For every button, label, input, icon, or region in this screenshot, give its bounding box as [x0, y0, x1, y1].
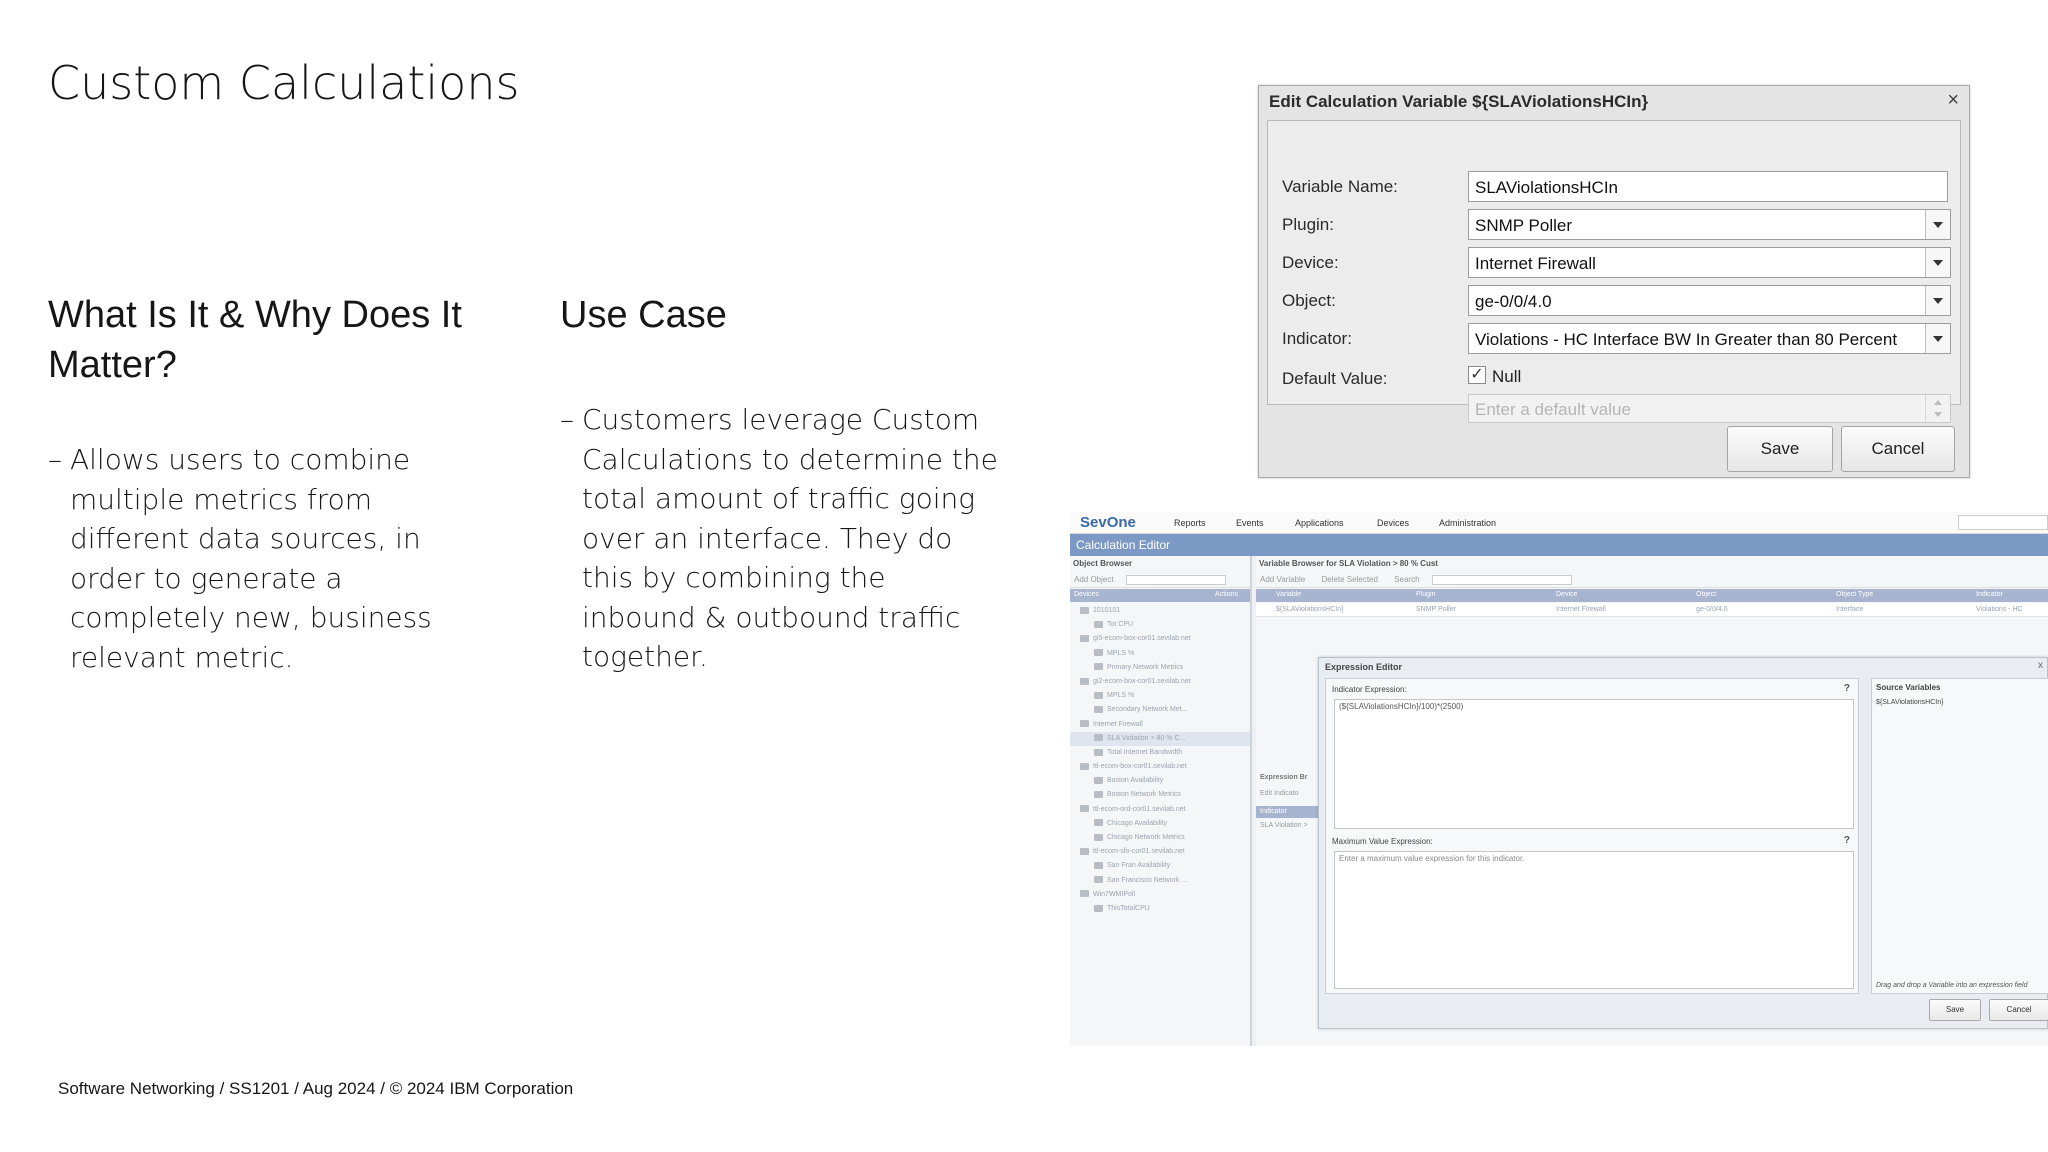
actions-column-header: Actions	[1215, 591, 1238, 598]
nav-applications[interactable]: Applications	[1295, 518, 1344, 528]
device-label: Device:	[1282, 253, 1339, 272]
sevone-window-title: Calculation Editor	[1076, 538, 1171, 552]
object-browser-toolbar	[1070, 572, 1250, 588]
chevron-down-icon[interactable]	[1925, 210, 1950, 239]
edit-indicator-button[interactable]: Edit Indicato	[1260, 790, 1299, 797]
source-variables-panel	[1871, 678, 2048, 994]
variable-name-row	[1268, 171, 1960, 203]
expression-editor-dialog	[1318, 657, 2048, 1029]
tree-item[interactable]: Win7WMIPoll	[1070, 888, 1250, 902]
folder-icon	[1080, 763, 1089, 770]
tree-item[interactable]: Boston Availability	[1070, 774, 1250, 788]
column-header: Variable	[1276, 591, 1302, 598]
bullet-dash: –	[560, 403, 574, 436]
folder-icon	[1080, 678, 1089, 685]
footer: Software Networking / SS1201 / Aug 2024 / © 2024 IBM Corporation	[58, 1079, 574, 1098]
plugin-row	[1268, 209, 1960, 241]
add-variable-button[interactable]: Add Variable	[1260, 575, 1306, 585]
bullet-dash: –	[48, 443, 62, 476]
table-icon	[1094, 905, 1103, 912]
tree-item[interactable]: Secondary Network Met...	[1070, 703, 1250, 717]
plugin-label: Plugin:	[1282, 215, 1334, 234]
sevone-search-input[interactable]	[1958, 515, 2048, 530]
tree-item-selected[interactable]: SLA Violation > 80 % C...	[1070, 732, 1250, 746]
null-checkbox[interactable]: ✓	[1468, 366, 1486, 384]
object-row	[1268, 285, 1960, 317]
plugin-select[interactable]	[1468, 209, 1951, 240]
nav-reports[interactable]: Reports	[1174, 518, 1206, 528]
tree-item[interactable]: Chicago Availability	[1070, 817, 1250, 831]
object-browser-title: Object Browser	[1073, 559, 1133, 568]
tree-item[interactable]: gi5-ecom-box-cor01.sevilab.net	[1070, 632, 1250, 646]
close-icon[interactable]: ×	[1947, 89, 1959, 111]
indicator-label: Indicator:	[1282, 329, 1352, 348]
dialog-form	[1267, 120, 1961, 419]
slide-title: Custom Calculations	[48, 56, 520, 110]
device-value: Internet Firewall	[1475, 254, 1596, 273]
variable-browser-toolbar	[1256, 572, 2048, 588]
spinner-icon[interactable]	[1925, 395, 1950, 422]
source-variable-item[interactable]: ${SLAViolationsHCIn}	[1876, 699, 1944, 706]
indicator-expression-textarea[interactable]: (${SLAViolationsHCIn}/100)*(2500)	[1334, 699, 1854, 829]
column-header: Plugin	[1416, 591, 1436, 598]
what-heading: What Is It & Why Does It Matter?	[48, 294, 462, 386]
device-select[interactable]	[1468, 247, 1951, 278]
expression-editor-title: Expression Editor	[1325, 662, 1403, 672]
device-row	[1268, 247, 1960, 279]
use-case-bullet-text: Customers leverage Custom Calculations to determine the total amount of traffic going over an interface. They do this by combining the inbound & outbound traffic together.	[582, 403, 998, 673]
table-icon	[1094, 876, 1103, 883]
dialog-title: Edit Calculation Variable ${SLAViolationsHCIn}	[1269, 92, 1649, 111]
edit-calculation-variable-dialog	[1258, 85, 1970, 478]
tree-item[interactable]: MPLS %	[1070, 689, 1250, 703]
object-label: Object:	[1282, 291, 1336, 310]
null-label: Null	[1492, 367, 1522, 386]
delete-selected-button[interactable]: Delete Selected	[1321, 575, 1378, 585]
variable-name-input[interactable]: SLAViolationsHCIn	[1468, 171, 1948, 202]
object-value: ge-0/0/4.0	[1475, 292, 1552, 311]
expression-save-button[interactable]: Save	[1929, 999, 1981, 1021]
expression-browser-title: Expression Br	[1260, 774, 1308, 781]
table-icon	[1094, 862, 1103, 869]
sevone-titlebar	[1070, 534, 2048, 556]
sevone-logo: SevOne	[1080, 514, 1136, 531]
use-case-heading: Use Case	[560, 294, 727, 336]
indicator-expression-label: Indicator Expression:	[1332, 685, 1407, 694]
table-icon	[1094, 663, 1103, 670]
table-icon	[1094, 621, 1103, 628]
table-row[interactable]: ${SLAViolationsHCIn} SNMP Poller Internet Firewall ge-0/0/4.0 Interface Violations - HC	[1256, 603, 2048, 617]
object-select[interactable]	[1468, 285, 1951, 316]
search-button[interactable]: Search	[1394, 575, 1420, 585]
column-header: Indicator	[1976, 591, 2003, 598]
tree-item[interactable]: Chicago Network Metrics	[1070, 831, 1250, 845]
plugin-value: SNMP Poller	[1475, 216, 1572, 235]
table-icon	[1094, 834, 1103, 841]
column-header: Object Type	[1836, 591, 1874, 598]
expression-cancel-button[interactable]: Cancel	[1989, 999, 2048, 1021]
variable-table-header	[1256, 589, 2048, 602]
object-browser-header	[1070, 589, 1250, 602]
close-icon[interactable]: x	[2038, 660, 2043, 671]
variable-browser-title: Variable Browser for SLA Violation > 80 % Cust	[1259, 559, 1438, 568]
folder-icon	[1080, 720, 1089, 727]
help-icon[interactable]: ?	[1843, 683, 1850, 694]
nav-events[interactable]: Events	[1236, 518, 1264, 528]
table-icon	[1094, 749, 1103, 756]
object-search-input[interactable]	[1126, 575, 1226, 585]
table-icon	[1094, 734, 1103, 741]
source-variables-title: Source Variables	[1876, 683, 1941, 692]
tree-item[interactable]: gi2-ecom-box-cor01.sevilab.net	[1070, 675, 1250, 689]
folder-icon	[1080, 805, 1089, 812]
indicator-row	[1268, 323, 1960, 355]
object-browser	[1070, 556, 1252, 1046]
tree-item[interactable]: 1010101	[1070, 604, 1250, 618]
tree-item[interactable]: Total Internet Bandwidth	[1070, 746, 1250, 760]
column-header: Object	[1696, 591, 1717, 598]
indicator-column-header: Indicator	[1256, 806, 1318, 818]
table-icon	[1094, 692, 1103, 699]
save-button[interactable]: Save	[1727, 426, 1833, 472]
tree-item[interactable]: ThisTotalCPU	[1070, 902, 1250, 916]
tree-item[interactable]: Tot CPU	[1070, 618, 1250, 632]
folder-icon	[1080, 890, 1089, 897]
table-icon	[1094, 819, 1103, 826]
table-icon	[1094, 791, 1103, 798]
tree-item[interactable]: Primary Network Metrics	[1070, 661, 1250, 675]
variable-name-label: Variable Name:	[1282, 177, 1398, 196]
nav-devices[interactable]: Devices	[1377, 518, 1410, 528]
tree-item[interactable]: Internet Firewall	[1070, 718, 1250, 732]
indicator-select[interactable]	[1468, 323, 1951, 354]
devices-column-header: Devices	[1074, 591, 1099, 598]
default-value-placeholder: Enter a default value	[1475, 400, 1631, 419]
expression-row[interactable]: SLA Violation >	[1260, 822, 1308, 829]
tree-item[interactable]: MPLS %	[1070, 647, 1250, 661]
folder-icon	[1080, 607, 1089, 614]
nav-administration[interactable]: Administration	[1439, 518, 1497, 528]
what-bullet	[48, 440, 448, 677]
chevron-down-icon[interactable]	[1925, 286, 1950, 315]
help-icon[interactable]: ?	[1843, 835, 1850, 846]
use-case-bullet	[560, 400, 1000, 677]
chevron-down-icon[interactable]	[1925, 248, 1950, 277]
folder-icon	[1080, 848, 1089, 855]
tree-item[interactable]: ttl-ecom-box-cor01.sevilab.net	[1070, 760, 1250, 774]
column-header: Device	[1556, 591, 1578, 598]
table-icon	[1094, 649, 1103, 656]
default-value-row	[1268, 363, 1960, 395]
maximum-value-textarea[interactable]: Enter a maximum value expression for this indicator.	[1334, 851, 1854, 989]
variable-search-input[interactable]	[1432, 575, 1572, 585]
drag-drop-hint: Drag and drop a Variable into an expression field	[1876, 982, 2028, 989]
device-tree	[1070, 604, 1250, 916]
default-value-input[interactable]	[1468, 394, 1951, 423]
sevone-topbar	[1070, 512, 2048, 534]
tree-item[interactable]: Boston Network Metrics	[1070, 788, 1250, 802]
indicator-value: Violations - HC Interface BW In Greater than 80 Percent	[1475, 330, 1898, 349]
what-bullet-text: Allows users to combine multiple metrics from different data sources, in order to generate a completely new, business relevant metric.	[70, 443, 432, 674]
tree-item[interactable]: San Fran Availability	[1070, 859, 1250, 873]
default-value-input-row	[1268, 394, 1960, 426]
add-object-button[interactable]: Add Object	[1074, 575, 1114, 585]
expression-fields-panel	[1325, 678, 1859, 994]
tree-item[interactable]: ttl-ecom-ord-cor01.sevilab.net	[1070, 803, 1250, 817]
tree-item[interactable]: ttl-ecom-sfo-cor01.sevilab.net	[1070, 845, 1250, 859]
tree-item[interactable]: San Francisco Network ...	[1070, 874, 1250, 888]
chevron-down-icon[interactable]	[1925, 324, 1950, 353]
folder-icon	[1080, 635, 1089, 642]
cancel-button[interactable]: Cancel	[1841, 426, 1955, 472]
maximum-value-label: Maximum Value Expression:	[1332, 837, 1433, 846]
default-value-label: Default Value:	[1282, 369, 1388, 388]
table-icon	[1094, 777, 1103, 784]
table-icon	[1094, 706, 1103, 713]
